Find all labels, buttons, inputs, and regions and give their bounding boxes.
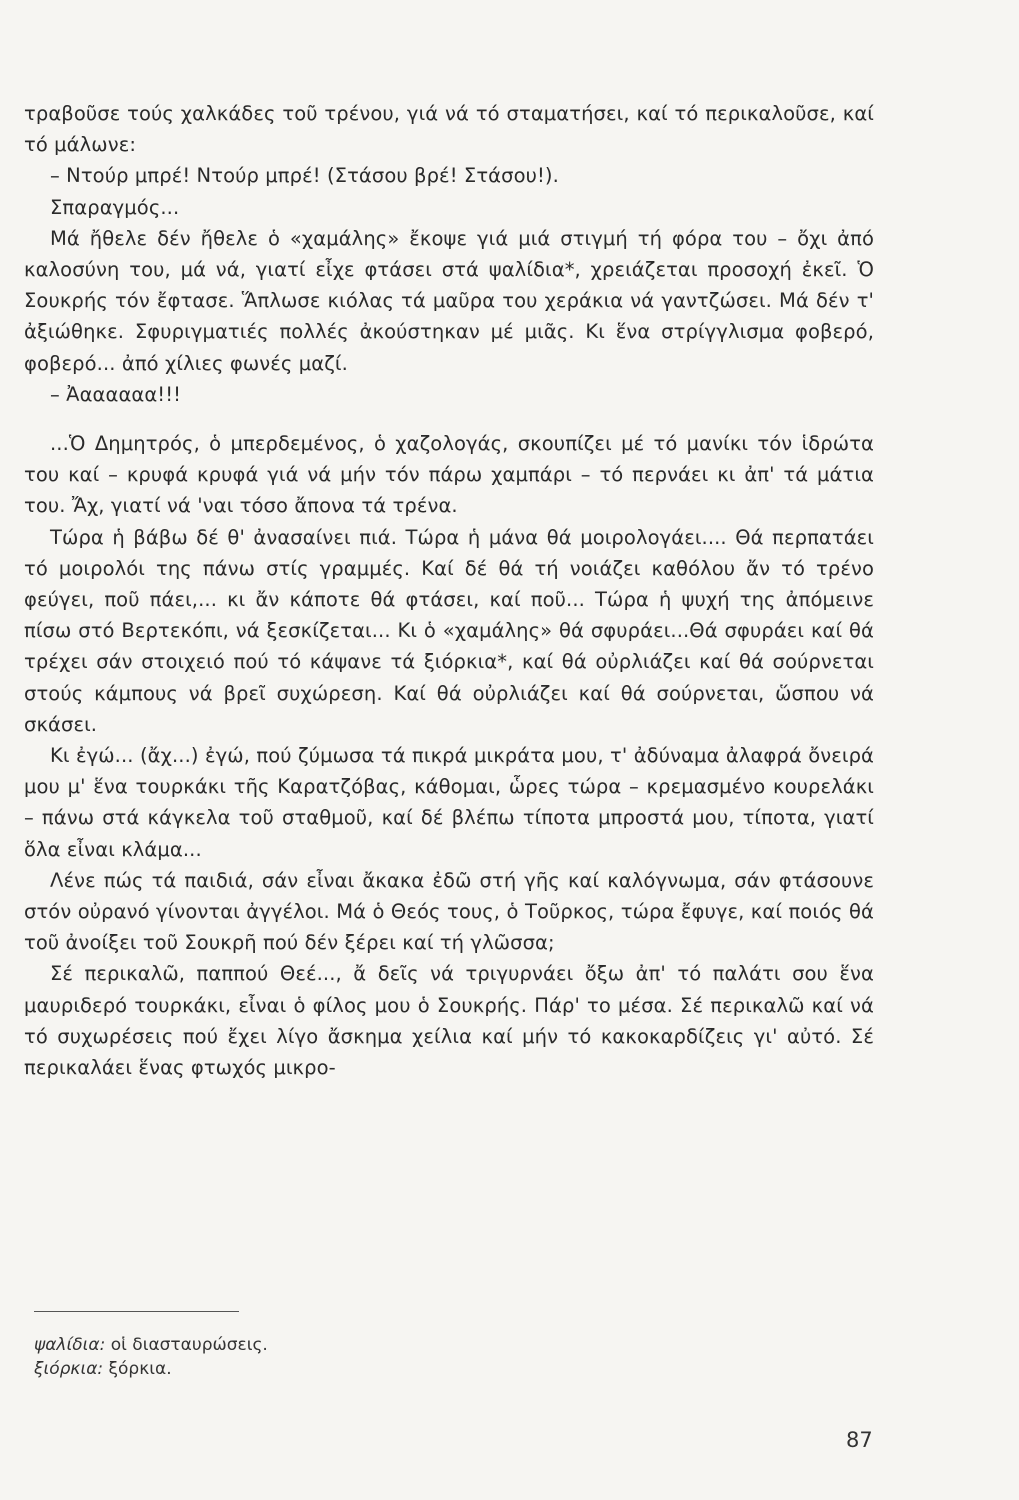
footnote-definition: οἱ διασταυρώσεις. [110, 1335, 268, 1355]
footnote-divider [34, 1311, 239, 1312]
page-number: 87 [846, 1428, 873, 1452]
paragraph: Μά ἤθελε δέν ἤθελε ὁ «χαμάλης» ἔκοψε γιά μιά στιγμή τή φόρα του – ὄχι ἀπό καλοσύνη του, μά νά, γιατί εἶχε φτάσει στά ψαλίδια*, χρειάζεται προσοχή ἐκεῖ. Ὁ Σουκρής τόν ἔφτασε. Ἅπλωσε κιόλας τά μαῦρα του χεράκια νά γαντζώσει. Μά δέν τ' ἀξιώθηκε. Σφυριγματιές πολλές ἀκούστηκαν μέ μιᾶς. Κι ἕνα στρίγγλισμα φοβερό, φοβερό... ἀπό χίλιες φωνές μαζί. [24, 226, 874, 375]
paragraph: Σέ περικαλῶ, παππού Θεέ..., ἄ δεῖς νά τριγυρνάει ὄξω ἀπ' τό παλάτι σου ἕνα μαυριδερό τουρκάκι, εἶναι ὁ φίλος μου ὁ Σουκρής. Πάρ' το μέσα. Σέ περικαλῶ καί νά τό συχωρέσεις πού ἔχει λίγο ἄσκημα χείλια καί μήν τό κακοκαρδίζεις γι' αὐτό. Σέ περικαλάει ἕνας φτωχός μικρο- [24, 962, 874, 1080]
paragraph: Λένε πώς τά παιδιά, σάν εἶναι ἄκακα ἐδῶ στή γῆς καί καλόγνωμα, σάν φτάσουνε στόν οὐρανό γίνονται ἀγγέλοι. Μά ὁ Θεός τους, ὁ Τοῦρκος, τώρα ἔφυγε, καί ποιός θά τοῦ ἀνοίξει τοῦ Σουκρῆ πού δέν ξέρει καί τή γλῶσσα; [24, 868, 874, 955]
footnote-term: ψαλίδια: [34, 1335, 106, 1355]
paragraph: – Ντούρ μπρέ! Ντούρ μπρέ! (Στάσου βρέ! Στάσου!). [50, 164, 559, 188]
footnote-term: ξιόρκια: [34, 1359, 104, 1379]
paragraph: τραβοῦσε τούς χαλκάδες τοῦ τρένου, γιά νά τό σταματήσει, καί τό περικαλοῦσε, καί τό μάλωνε: [24, 102, 874, 157]
paragraph: Τώρα ἡ βάβω δέ θ' ἀνασαίνει πιά. Τώρα ἡ μάνα θά μοιρολογάει.... Θά περπατάει τό μοιρολόι της πάνω στίς γραμμές. Καί δέ θά τή νοιάζει καθόλου ἄν τό τρένο φεύγει, ποῦ πάει,... κι ἄν κάποτε θά φτάσει, καί ποῦ... Τώρα ἡ ψυχή της ἀπόμεινε πίσω στό Βερτεκόπι, νά ξεσκίζεται... Κι ὁ «χαμάλης» θά σφυράει...Θά σφυράει καί θά τρέχει σάν στοιχειό πού τό κάψανε τά ξιόρκια*, καί θά οὐρλιάζει καί θά σούρνεται στούς κάμπους νά βρεῖ συχώρεση. Καί θά οὐρλιάζει καί θά σούρνεται, ὥσπου νά σκάσει. [24, 525, 874, 736]
paragraph: Κι ἐγώ... (ἄχ...) ἐγώ, πού ζύμωσα τά πικρά μικράτα μου, τ' ἀδύναμα ἀλαφρά ὄνειρά μου μ' ἕνα τουρκάκι τῆς Καρατζόβας, κάθομαι, ὧρες τώρα – κρεμασμένο κουρελάκι – πάνω στά κάγκελα τοῦ σταθμοῦ, καί δέ βλέπω τίποτα μπροστά μου, τίποτα, γιατί ὅλα εἶναι κλάμα... [24, 744, 874, 861]
paragraph: – Ἀαααααα!!! [50, 382, 182, 406]
paragraph: ...Ὁ Δημητρός, ὁ μπερδεμένος, ὁ χαζολογάς, σκουπίζει μέ τό μανίκι τόν ἱδρώτα του καί – κρυφά κρυφά γιά νά μήν τόν πάρω χαμπάρι – τό περνάει κι ἀπ' τά μάτια του. Ἄχ, γιατί νά 'ναι τόσο ἄπονα τά τρένα. [24, 432, 874, 518]
body-text [24, 98, 874, 1083]
footnote [34, 1333, 634, 1357]
paragraph: Σπαραγμός... [50, 195, 180, 219]
footnote-definition: ξόρκια. [108, 1359, 172, 1379]
footnote [34, 1357, 634, 1381]
footnotes [34, 1333, 634, 1381]
